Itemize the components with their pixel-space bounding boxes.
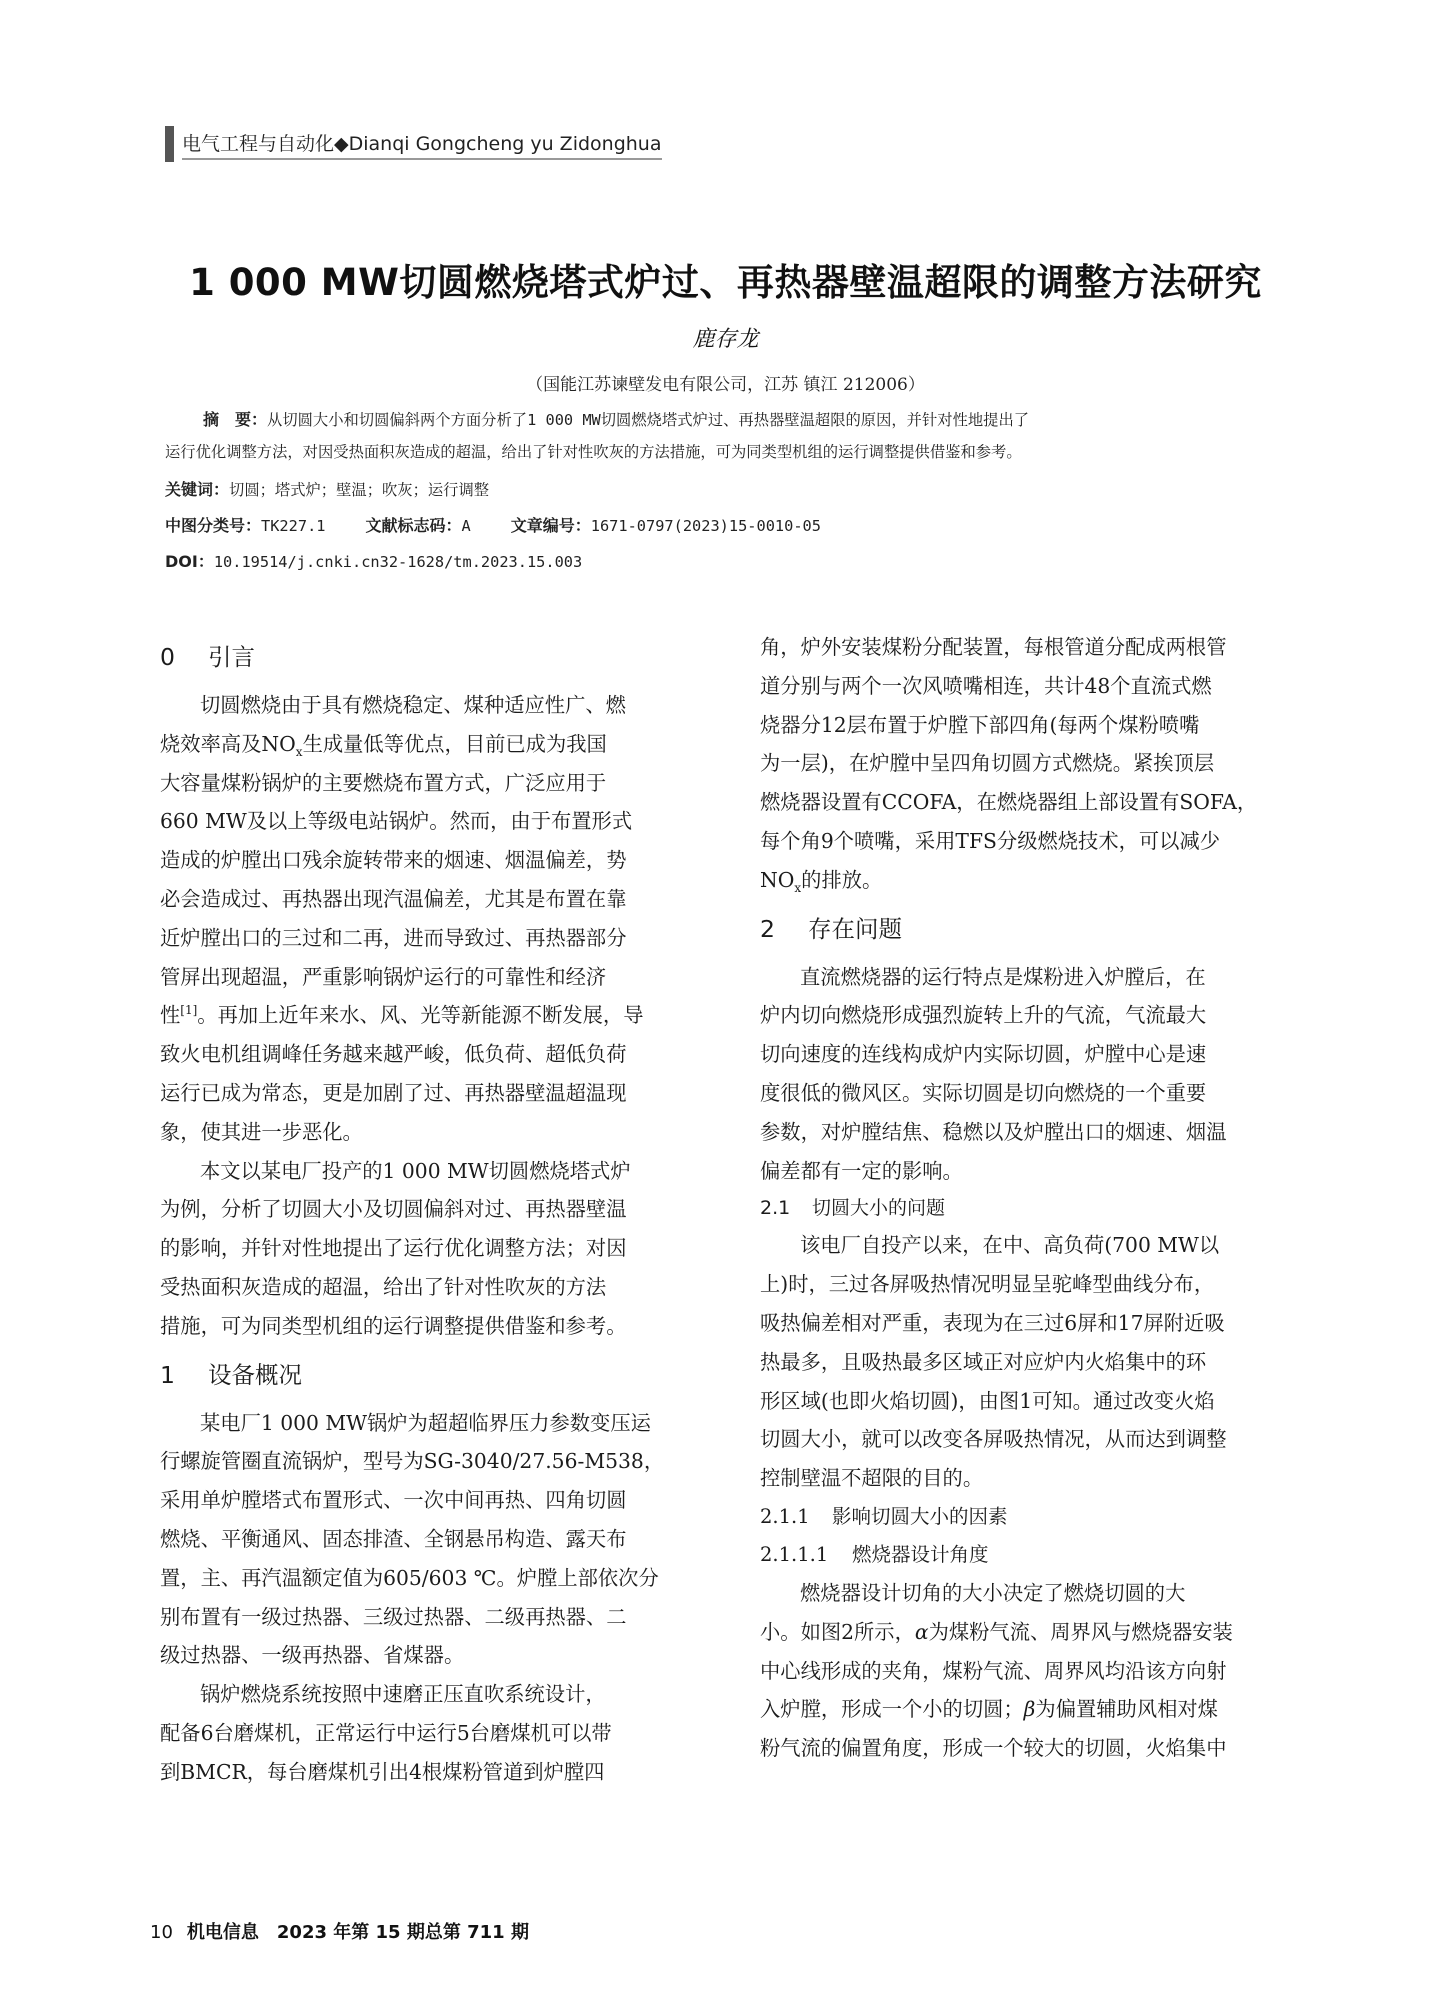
doc-code-label: 文献标志码： <box>365 516 462 535</box>
problems-paragraph-1: 直流燃烧器的运行特点是煤粉进入炉膛后，在 炉内切向燃烧形成强烈旋转上升的气流，气流最大 切向速度的连线构成炉内实际切圆，炉膛中心是速 度很低的微风区。实际切圆是切向燃烧的一个重要 参数，对炉膛结焦、稳燃以及炉膛出口的烟速、烟温 偏差都有一定的影响。 <box>760 964 1227 1183</box>
journal-issue: 机电信息 2023 年第 15 期总第 711 期 <box>186 1922 529 1943</box>
doc-code-value: A <box>461 517 471 535</box>
keywords-label: 关键词： <box>165 480 230 499</box>
doi-label: DOI： <box>165 552 214 571</box>
page-footer <box>150 1918 529 1944</box>
author: 鹿存龙 <box>692 327 759 352</box>
article-number-value: 1671-0797(2023)15-0010-05 <box>590 517 821 535</box>
keywords-value: 切圆；塔式炉；壁温；吹灰；运行调整 <box>229 481 490 499</box>
equipment-paragraph-2-cont: 角，炉外安装煤粉分配装置，每根管道分配成两根管 道分别与两个一次风喷嘴相连，共计48个直流式燃 烧器分12层布置于炉膛下部四角(每两个煤粉喷嘴 为一层)，在炉膛中呈四角切圆方式燃烧。紧挨顶层 燃烧器设置有CCOFA，在燃烧器组上部设置有SOFA， 每个角9个喷嘴，采用TFS分级燃烧技术，可以减少 $NO_x$的排放。 <box>760 635 1258 895</box>
left-column <box>160 628 725 1792</box>
running-header <box>165 126 662 162</box>
section-heading-equipment: 1 设备概况 <box>160 1360 302 1389</box>
paper-title: 1 000 MW切圆燃烧塔式炉过、再热器壁温超限的调整方法研究 <box>189 261 1262 304</box>
doi <box>165 546 1340 578</box>
subsection-heading-circle-size: 2.1 切圆大小的问题 <box>760 1197 946 1220</box>
abstract-line: 运行优化调整方法，对因受热面积灰造成的超温，给出了针对性吹灰的方法措施，可为同类型机组的运行调整提供借鉴和参考。 <box>165 443 1022 461</box>
circle-size-paragraph: 该电厂自投产以来，在中、高负荷(700 MW以 上)时，三过各屏吸热情况明显呈驼峰型曲线分布， 吸热偏差相对严重，表现为在三过6屏和17屏附近吸 热最多，且吸热最多区域正对应炉内火焰集中的环 形区域(也即火焰切圆)，由图1可知。通过改变火焰 切圆大小，就可以改变各屏吸热情况，从而达到调整 控制壁温不超限的目的。 <box>760 1233 1227 1491</box>
affiliation: （国能江苏谏壁发电有限公司，江苏 镇江 212006） <box>526 375 925 395</box>
section-heading-intro: 0 引言 <box>160 643 255 671</box>
subsubsection-heading-factors: 2.1.1 影响切圆大小的因素 <box>760 1504 1008 1528</box>
clc-label: 中图分类号： <box>165 516 262 535</box>
equipment-paragraph-1: 某电厂1 000 MW锅炉为超超临界压力参数变压运 行螺旋管圈直流锅炉，型号为SG-3040/27.56-M538， 采用单炉膛塔式布置形式、一次中间再热、四角切圆 燃烧、平衡通风、固态排渣、全钢悬吊构造、露天布 置，主、再汽温额定值为605/603 ℃。炉膛上部依次分 别布置有一级过热器、三级过热器、二级再热器、二 级过热器、一级再热器、省煤器。 <box>160 1410 665 1668</box>
page-number: 10 <box>150 1922 173 1943</box>
abstract-line: 从切圆大小和切圆偏斜两个方面分析了1 000 MW切圆燃烧塔式炉过、再热器壁温超限的原因，并针对性地提出了 <box>267 411 1030 429</box>
abstract-label: 摘 要： <box>203 410 268 429</box>
citation-ref: [1] <box>180 1003 198 1018</box>
abstract <box>165 404 1340 468</box>
running-header-text: 电气工程与自动化◆Dianqi Gongcheng yu Zidonghua <box>182 129 662 160</box>
equipment-paragraph-2: 锅炉燃烧系统按照中速磨正压直吹系统设计， 配备6台磨煤机，正常运行中运行5台磨煤机可以带 到BMCR，每台磨煤机引出4根煤粉管道到炉膛四 <box>160 1682 612 1784</box>
intro-paragraph-1: 切圆燃烧由于具有燃烧稳定、煤种适应性广、燃 烧效率高及$NO_x$生成量低等优点，目前已成为我国 大容量煤粉锅炉的主要燃烧布置方式，广泛应用于 660 MW及以上等级电站锅炉。然而，由于布置形式 造成的炉膛出口残余旋转带来的烟速、烟温偏差，势 必会造成过、再热器出现汽温偏差，尤其是布置在靠 近炉膛出口的三过和二再，进而导致过、再热器部分 管屏出现超温，严重影响锅炉运行的可靠性和经济 性[1]。再加上近年来水、风、光等新能源不断发展，导 致火电机组调峰任务越来越严峻，低负荷、超低负荷 运行已成为常态，更是加剧了过、再热器壁温超温现 象，使其进一步恶化。 <box>160 693 644 1144</box>
design-angle-paragraph: 燃烧器设计切角的大小决定了燃烧切圆的大 小。如图2所示，α为煤粉气流、周界风与燃烧器安装 中心线形成的夹角，煤粉气流、周界风均沿该方向射 入炉膛，形成一个小的切圆；β为偏置辅助风相对煤 粉气流的偏置角度，形成一个较大的切圆，火焰集中 <box>760 1580 1233 1761</box>
keywords <box>165 474 1340 506</box>
article-number-label: 文章编号： <box>510 516 591 535</box>
intro-paragraph-2: 本文以某电厂投产的1 000 MW切圆燃烧塔式炉 为例，分析了切圆大小及切圆偏斜对过、再热器壁温 的影响，并针对性地提出了运行优化调整方法；对因 受热面积灰造成的超温，给出了针对性吹灰的方法 措施，可为同类型机组的运行调整提供借鉴和参考。 <box>160 1158 631 1338</box>
header-bar <box>165 126 174 162</box>
subsubsubsection-heading-design-angle: 2.1.1.1 燃烧器设计角度 <box>760 1542 989 1566</box>
doi-value: 10.19514/j.cnki.cn32-1628/tm.2023.15.003 <box>213 553 583 571</box>
classification <box>165 510 1340 542</box>
section-heading-problems: 2 存在问题 <box>760 914 902 943</box>
clc-value: TK227.1 <box>261 517 326 535</box>
right-column <box>760 628 1325 1768</box>
